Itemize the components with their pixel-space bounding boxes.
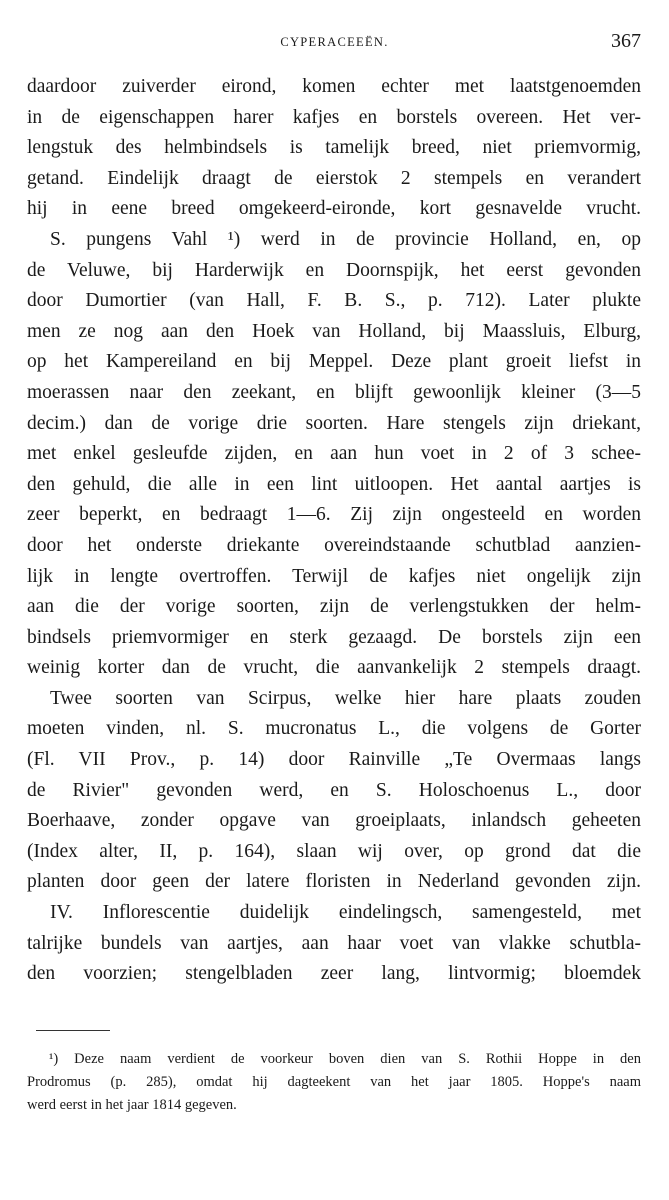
body-text [27, 72, 641, 990]
running-head [0, 30, 669, 57]
text-line: door Dumortier (van Hall, F. B. S., p. 712). Later plukte [27, 290, 641, 312]
text-line: Twee soorten van Scirpus, welke hier hare plaats zouden [50, 687, 641, 709]
text-line: (Index alter, II, p. 164), slaan wij over, op grond dat die [27, 840, 641, 862]
footnote-rule [36, 1030, 110, 1031]
text-line: weinig korter dan de vrucht, die aanvankelijk 2 stempels draagt. [27, 657, 641, 679]
text-line: aan die der vorige soorten, zijn de verlengstukken der helm- [27, 596, 641, 618]
footnote-line: werd eerst in het jaar 1814 gegeven. [27, 1097, 237, 1113]
text-line: decim.) dan de vorige drie soorten. Hare stengels zijn driekant, [27, 412, 641, 434]
text-line: planten door geen der latere floristen in Nederland gevonden zijn. [27, 871, 641, 893]
text-line: door het onderste driekante overeindstaande schutblad aanzien- [27, 534, 641, 556]
footnotes [27, 1048, 641, 1117]
text-line: IV. Inflorescentie duidelijk eindelingsch, samengesteld, met [50, 902, 641, 924]
footnote-line: Prodromus (p. 285), omdat hij dagteekent van het jaar 1805. Hoppe's naam [27, 1074, 641, 1090]
text-line: S. pungens Vahl ¹) werd in de provincie Holland, en, op [50, 228, 641, 250]
text-line: de Rivier" gevonden werd, en S. Holoschoenus L., door [27, 779, 641, 801]
text-line: getand. Eindelijk draagt de eierstok 2 stempels en verandert [27, 167, 641, 189]
text-line: lijk in lengte overtroffen. Terwijl de kafjes niet ongelijk zijn [27, 565, 641, 587]
page-number: 367 [611, 30, 641, 52]
text-line: de Veluwe, bij Harderwijk en Doornspijk, het eerst gevonden [27, 259, 641, 281]
footnote-line: ¹) Deze naam verdient de voorkeur boven dien van S. Rothii Hoppe in den [49, 1051, 641, 1067]
text-line: moeten vinden, nl. S. mucronatus L., die volgens de Gorter [27, 718, 641, 740]
text-line: talrijke bundels van aartjes, aan haar voet van vlakke schutbla- [27, 932, 641, 954]
text-line: lengstuk des helmbindsels is tamelijk breed, niet priemvormig, [27, 137, 641, 159]
text-line: daardoor zuiverder eirond, komen echter met laatstgenoemden [27, 76, 641, 97]
text-line: den voorzien; stengelbladen zeer lang, lintvormig; bloemdek [27, 963, 641, 985]
text-line: men ze nog aan den Hoek van Holland, bij Maassluis, Elburg, [27, 320, 641, 342]
text-line: moerassen naar den zeekant, en blijft gewoonlijk kleiner (3—5 [27, 381, 641, 403]
text-line: (Fl. VII Prov., p. 14) door Rainville „Te Overmaas langs [27, 749, 641, 771]
text-line: in de eigenschappen harer kafjes en borstels overeen. Het ver- [27, 106, 641, 128]
text-line: op het Kampereiland en bij Meppel. Deze plant groeit liefst in [27, 351, 641, 373]
text-line: bindsels priemvormiger en sterk gezaagd. De borstels zijn een [27, 626, 641, 648]
text-line: hij in eene breed omgekeerd-eironde, kort gesnavelde vrucht. [27, 198, 641, 220]
text-line: zeer beperkt, en bedraagt 1—6. Zij zijn ongesteeld en worden [27, 504, 641, 526]
running-title: CYPERACEEËN. [280, 35, 389, 49]
text-line: met enkel gesleufde zijden, en aan hun voet in 2 of 3 schee- [27, 443, 641, 465]
text-line: Boerhaave, zonder opgave van groeiplaats, inlandsch geheeten [27, 810, 641, 832]
text-line: den gehuld, die alle in een lint uitloopen. Het aantal aartjes is [27, 473, 641, 495]
